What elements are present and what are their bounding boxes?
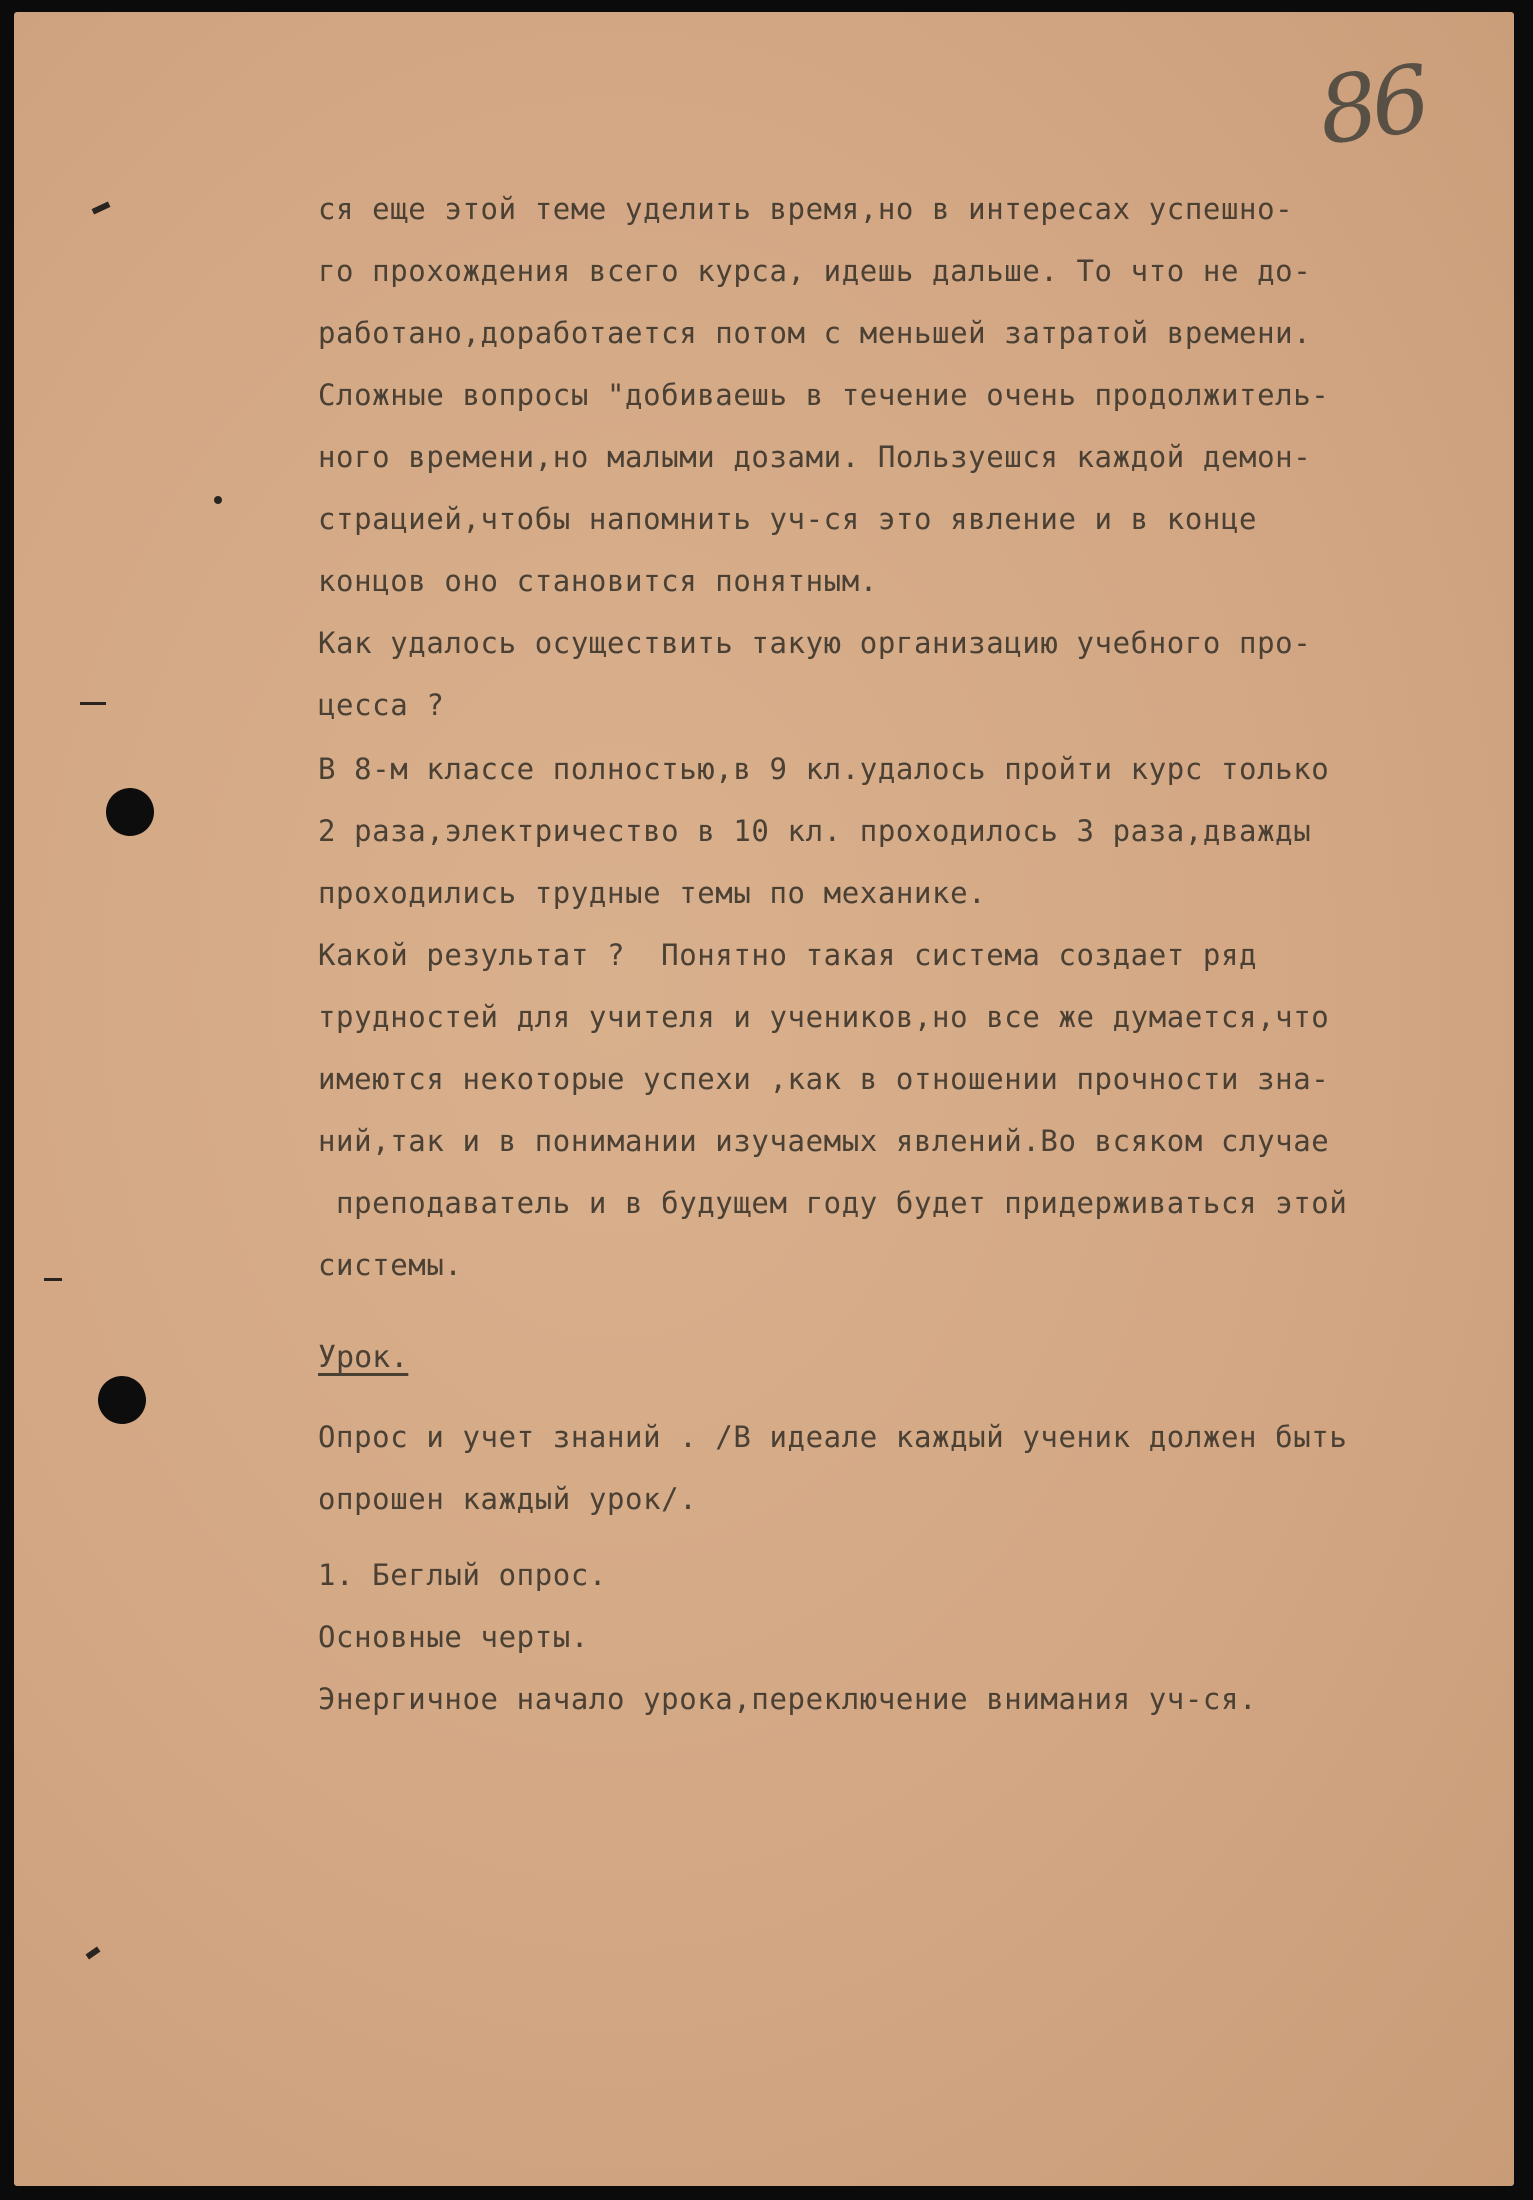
paragraph-result xyxy=(318,938,1428,1282)
text-line: 2 раза,электричество в 10 кл. проходилось 3 раза,дважды xyxy=(318,814,1312,848)
text-line: ся еще этой теме уделить время,но в интересах успешно- xyxy=(318,192,1294,226)
text-line: Какой результат ? Понятно такая система создает ряд xyxy=(318,938,1258,972)
text-line: опрошен каждый урок/. xyxy=(318,1482,698,1516)
page-number: 86 xyxy=(1312,45,1432,166)
text-line: В 8-м классе полностью,в 9 кл.удалось пройти курс только xyxy=(318,752,1330,786)
section-heading: Урок. xyxy=(318,1340,409,1375)
text-line: Сложные вопросы "добиваешь в течение очень продолжитель- xyxy=(318,378,1330,412)
margin-mark xyxy=(44,1278,62,1281)
paragraph-survey xyxy=(318,1420,1428,1556)
text-line: преподаватель и в будущем году будет придерживаться этой xyxy=(318,1186,1348,1220)
list-item: 1. Беглый опрос. xyxy=(318,1558,607,1592)
punch-hole-bottom xyxy=(98,1376,146,1424)
text-line: го прохождения всего курса, идешь дальше. То что не до- xyxy=(318,254,1312,288)
paragraph-continuation xyxy=(318,192,1428,598)
text-line: ний,так и в понимании изучаемых явлений.Во всяком случае xyxy=(318,1124,1330,1158)
document-page xyxy=(14,12,1514,2186)
margin-mark xyxy=(214,496,222,504)
margin-mark xyxy=(80,702,106,705)
paragraph-question xyxy=(318,626,1428,762)
text-line: концов оно становится понятным. xyxy=(318,564,878,598)
margin-mark xyxy=(86,1947,101,1960)
paragraph-classes xyxy=(318,752,1428,922)
text-line: имеются некоторые успехи ,как в отношении прочности зна- xyxy=(318,1062,1330,1096)
text-line: цесса ? xyxy=(318,688,445,722)
list-item: Энергичное начало урока,переключение внимания уч-ся. xyxy=(318,1682,1258,1716)
list-items xyxy=(318,1558,1428,1728)
text-line: работано,доработается потом с меньшей затратой времени. xyxy=(318,316,1312,350)
text-line: трудностей для учителя и учеников,но все же думается,что xyxy=(318,1000,1330,1034)
punch-hole-top xyxy=(106,788,154,836)
text-line: Опрос и учет знаний . /В идеале каждый ученик должен быть xyxy=(318,1420,1348,1454)
list-item: Основные черты. xyxy=(318,1620,589,1654)
text-line: Как удалось осуществить такую организацию учебного про- xyxy=(318,626,1312,660)
margin-mark xyxy=(92,201,111,214)
text-line: ного времени,но малыми дозами. Пользуешся каждой демон- xyxy=(318,440,1312,474)
text-line: страцией,чтобы напомнить уч-ся это явление и в конце xyxy=(318,502,1258,536)
text-line: системы. xyxy=(318,1248,463,1282)
text-line: проходились трудные темы по механике. xyxy=(318,876,987,910)
